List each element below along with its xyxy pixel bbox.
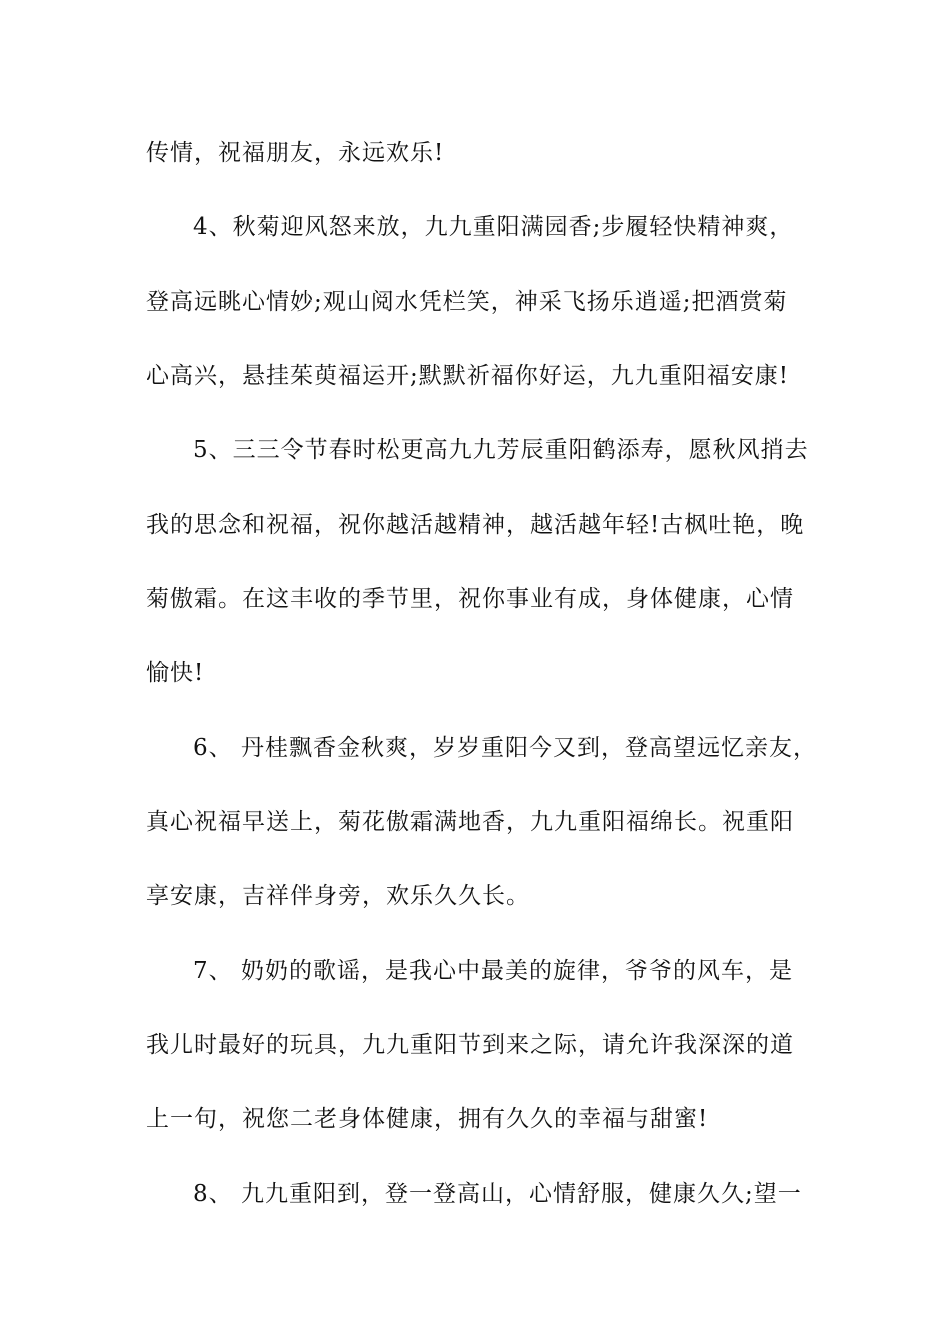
text-line: 心高兴，悬挂茱萸福运开;默默祈福你好运，九九重阳福安康! — [146, 363, 789, 389]
text-line: 愉快! — [146, 660, 205, 686]
text-line: 传情，祝福朋友，永远欢乐! — [146, 140, 445, 166]
text-line: 5、三三令节春时松更高九九芳辰重阳鹤添寿，愿秋风捎去 — [193, 437, 809, 463]
text-line: 登高远眺心情妙;观山阅水凭栏笑，神采飞扬乐逍遥;把酒赏菊 — [146, 289, 788, 315]
text-line: 真心祝福早送上，菊花傲霜满地香，九九重阳福绵长。祝重阳 — [146, 809, 794, 835]
text-line: 享安康，吉祥伴身旁，欢乐久久长。 — [146, 883, 530, 909]
text-line: 上一句，祝您二老身体健康，拥有久久的幸福与甜蜜! — [146, 1106, 709, 1132]
text-line: 菊傲霜。在这丰收的季节里，祝你事业有成，身体健康，心情 — [146, 586, 794, 612]
text-line: 4、秋菊迎风怒来放，九九重阳满园香;步履轻快精神爽， — [193, 214, 794, 240]
text-line: 8、 九九重阳到，登一登高山，心情舒服，健康久久;望一 — [193, 1181, 802, 1207]
text-line: 6、 丹桂飘香金秋爽，岁岁重阳今又到，登高望远忆亲友， — [193, 735, 817, 761]
text-line: 我的思念和祝福，祝你越活越精神，越活越年轻!古枫吐艳，晚 — [146, 512, 805, 538]
text-line: 7、 奶奶的歌谣，是我心中最美的旋律，爷爷的风车，是 — [193, 958, 793, 984]
text-line: 我儿时最好的玩具，九九重阳节到来之际，请允许我深深的道 — [146, 1032, 794, 1058]
